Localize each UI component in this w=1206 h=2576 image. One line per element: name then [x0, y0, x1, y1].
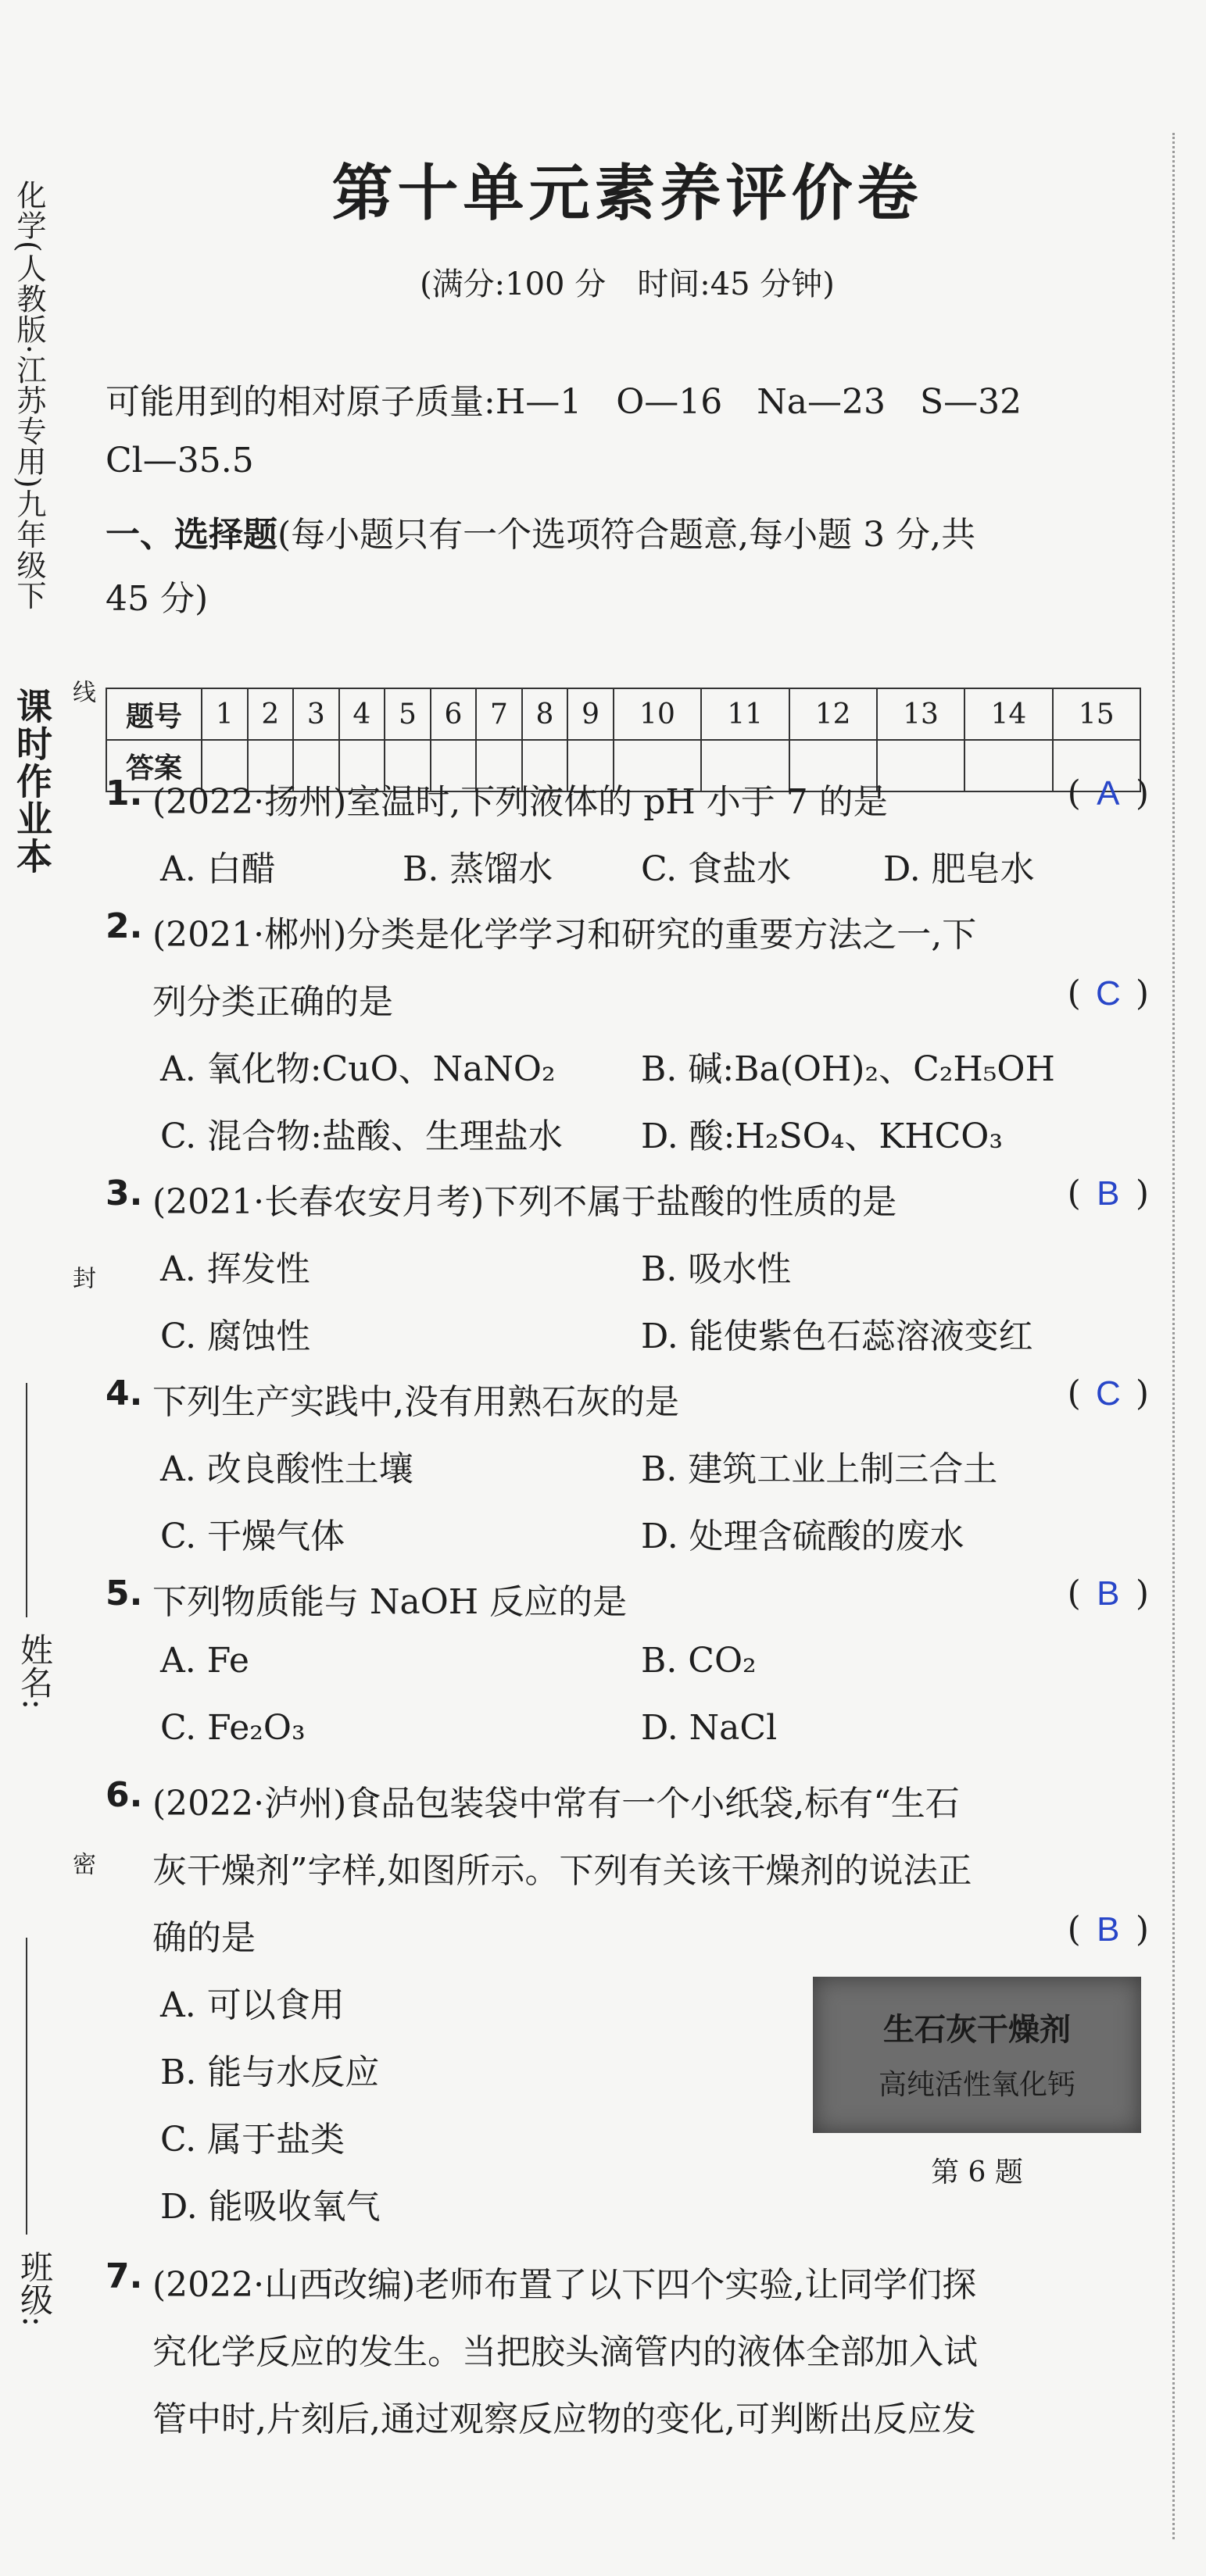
question-number: 5. — [106, 1574, 143, 1613]
question-2-cont — [106, 974, 1149, 1028]
grid-number: 15 — [1053, 688, 1140, 740]
binding-sidebar — [0, 0, 94, 2576]
question-number: 7. — [106, 2256, 143, 2296]
option: C. 腐蚀性 — [160, 1317, 311, 1356]
section-note-cont: 45 分) — [106, 579, 209, 619]
question-number: 1. — [106, 774, 143, 813]
question-text: (2022·扬州)室温时,下列液体的 pH 小于 7 的是 — [152, 782, 888, 822]
question-2 — [106, 906, 1149, 961]
question-7-cont-2 — [106, 2391, 1149, 2446]
bind-mark-dense: 密 — [68, 1852, 95, 1875]
name-label: 姓名: — [16, 1633, 54, 1710]
option: D. 肥皂水 — [883, 849, 1035, 889]
option: A. 改良酸性土壤 — [160, 1449, 413, 1489]
series-subtitle: 化学(人教版·江苏专用)九年级下 — [12, 180, 46, 611]
page-title: 第十单元素养评价卷 — [331, 158, 923, 229]
question-text-cont: 究化学反应的发生。当把胶头滴管内的液体全部加入试 — [152, 2332, 978, 2372]
grid-number: 2 — [248, 688, 294, 740]
option: A. 白醋 — [160, 849, 276, 889]
option: D. NaCl — [641, 1708, 778, 1748]
grid-number: 3 — [293, 688, 339, 740]
question-text: (2021·长春农安月考)下列不属于盐酸的性质的是 — [152, 1182, 897, 1222]
question-number: 2. — [106, 906, 143, 946]
answer-value: B — [1097, 1574, 1120, 1613]
option: B. 吸水性 — [641, 1249, 792, 1289]
brand-logo: 课时作业本 — [11, 688, 53, 875]
question-number: 3. — [106, 1174, 143, 1213]
grid-header-answer: 答案 — [106, 740, 202, 791]
grid-number: 11 — [701, 688, 789, 740]
question-7 — [106, 2256, 1149, 2311]
question-text: (2022·泸州)食品包装袋中常有一个小纸袋,标有“生石 — [152, 1784, 960, 1824]
option: B. 蒸馏水 — [403, 849, 553, 889]
question-text-cont: 列分类正确的是 — [152, 982, 393, 1022]
question-text: 下列物质能与 NaOH 反应的是 — [152, 1582, 628, 1622]
question-text: (2022·山西改编)老师布置了以下四个实验,让同学们探 — [152, 2265, 977, 2305]
question-text: (2021·郴州)分类是化学学习和研究的重要方法之一,下 — [152, 915, 977, 955]
photo-text-line-2: 高纯活性氧化钙 — [878, 2069, 1075, 2101]
option: C. 食盐水 — [641, 849, 792, 889]
bind-mark-seal: 封 — [68, 1266, 95, 1289]
answer-slot[interactable]: ( C ) — [1067, 1374, 1149, 1413]
question-text: 下列生产实践中,没有用熟石灰的是 — [152, 1382, 679, 1422]
name-blank-line — [26, 1383, 27, 1617]
option: B. 建筑工业上制三合土 — [641, 1449, 998, 1489]
atomic-mass-line-2: Cl—35.5 — [106, 441, 254, 481]
grid-number: 14 — [964, 688, 1052, 740]
answer-slot[interactable]: ( B ) — [1067, 1574, 1149, 1613]
grid-number: 9 — [567, 688, 614, 740]
grid-number: 5 — [385, 688, 431, 740]
grid-number: 1 — [202, 688, 248, 740]
option: A. Fe — [160, 1641, 249, 1681]
option: B. 碱:Ba(OH)₂、C₂H₅OH — [641, 1049, 1055, 1089]
grid-number: 13 — [877, 688, 964, 740]
answer-value: B — [1097, 1910, 1120, 1949]
answer-value: C — [1095, 1374, 1121, 1413]
answer-grid-number-row — [106, 688, 1140, 740]
answer-value: A — [1097, 774, 1120, 813]
answer-slot[interactable]: ( B ) — [1067, 1910, 1149, 1949]
figure-caption: 第 6 题 — [931, 2156, 1023, 2188]
answer-slot[interactable]: ( C ) — [1067, 974, 1149, 1013]
option: B. CO₂ — [641, 1641, 757, 1681]
bind-mark-line: 线 — [68, 680, 95, 703]
question-4 — [106, 1374, 1149, 1428]
option: B. 能与水反应 — [160, 2053, 380, 2092]
grid-number: 10 — [614, 688, 701, 740]
question-3 — [106, 1174, 1149, 1228]
answer-slot[interactable]: ( B ) — [1067, 1174, 1149, 1213]
question-text-cont: 灰干燥剂”字样,如图所示。下列有关该干燥剂的说法正 — [152, 1851, 972, 1891]
cut-line-right — [1172, 133, 1175, 2539]
option: C. 混合物:盐酸、生理盐水 — [160, 1117, 563, 1156]
option: D. 酸:H₂SO₄、KHCO₃ — [641, 1117, 1003, 1156]
grid-header-number: 题号 — [106, 688, 202, 740]
grid-number: 7 — [476, 688, 522, 740]
grid-number: 8 — [522, 688, 568, 740]
atomic-mass-line-1: 可能用到的相对原子质量:H—1 O—16 Na—23 S—32 — [106, 382, 1022, 422]
class-label: 班级: — [16, 2250, 54, 2328]
answer-value: B — [1097, 1174, 1120, 1213]
grid-number: 6 — [431, 688, 477, 740]
desiccant-photo — [813, 1977, 1141, 2133]
question-1 — [106, 774, 1149, 828]
option: C. 干燥气体 — [160, 1517, 345, 1556]
question-6-cont — [106, 1842, 1149, 1897]
section-heading — [106, 506, 975, 556]
option: D. 处理含硫酸的废水 — [641, 1517, 964, 1556]
exam-info: (满分:100 分 时间:45 分钟) — [420, 266, 835, 302]
question-text-cont: 管中时,片刻后,通过观察反应物的变化,可判断出反应发 — [152, 2399, 976, 2439]
question-5 — [106, 1574, 1149, 1628]
question-6 — [106, 1775, 1149, 1830]
option: C. 属于盐类 — [160, 2120, 345, 2160]
question-7-cont — [106, 2324, 1149, 2378]
question-number: 4. — [106, 1374, 143, 1413]
question-number: 6. — [106, 1775, 143, 1815]
option: C. Fe₂O₃ — [160, 1708, 306, 1748]
option: A. 挥发性 — [160, 1249, 310, 1289]
grid-number: 12 — [789, 688, 877, 740]
option: A. 氧化物:CuO、NaNO₂ — [160, 1049, 556, 1089]
option: D. 能使紫色石蕊溶液变红 — [641, 1317, 1033, 1356]
section-note: (每小题只有一个选项符合题意,每小题 3 分,共 — [277, 515, 976, 555]
question-text-cont: 确的是 — [152, 1918, 256, 1958]
answer-value: C — [1095, 974, 1121, 1013]
class-blank-line — [26, 1938, 27, 2235]
photo-text-line-1: 生石灰干燥剂 — [883, 2012, 1071, 2048]
grid-number: 4 — [339, 688, 385, 740]
section-title: 一、选择题 — [106, 515, 277, 555]
option: A. 可以食用 — [160, 1985, 345, 2025]
question-6-cont-2 — [106, 1910, 1149, 1964]
option: D. 能吸收氧气 — [160, 2187, 381, 2227]
answer-slot[interactable]: ( A ) — [1067, 774, 1149, 813]
